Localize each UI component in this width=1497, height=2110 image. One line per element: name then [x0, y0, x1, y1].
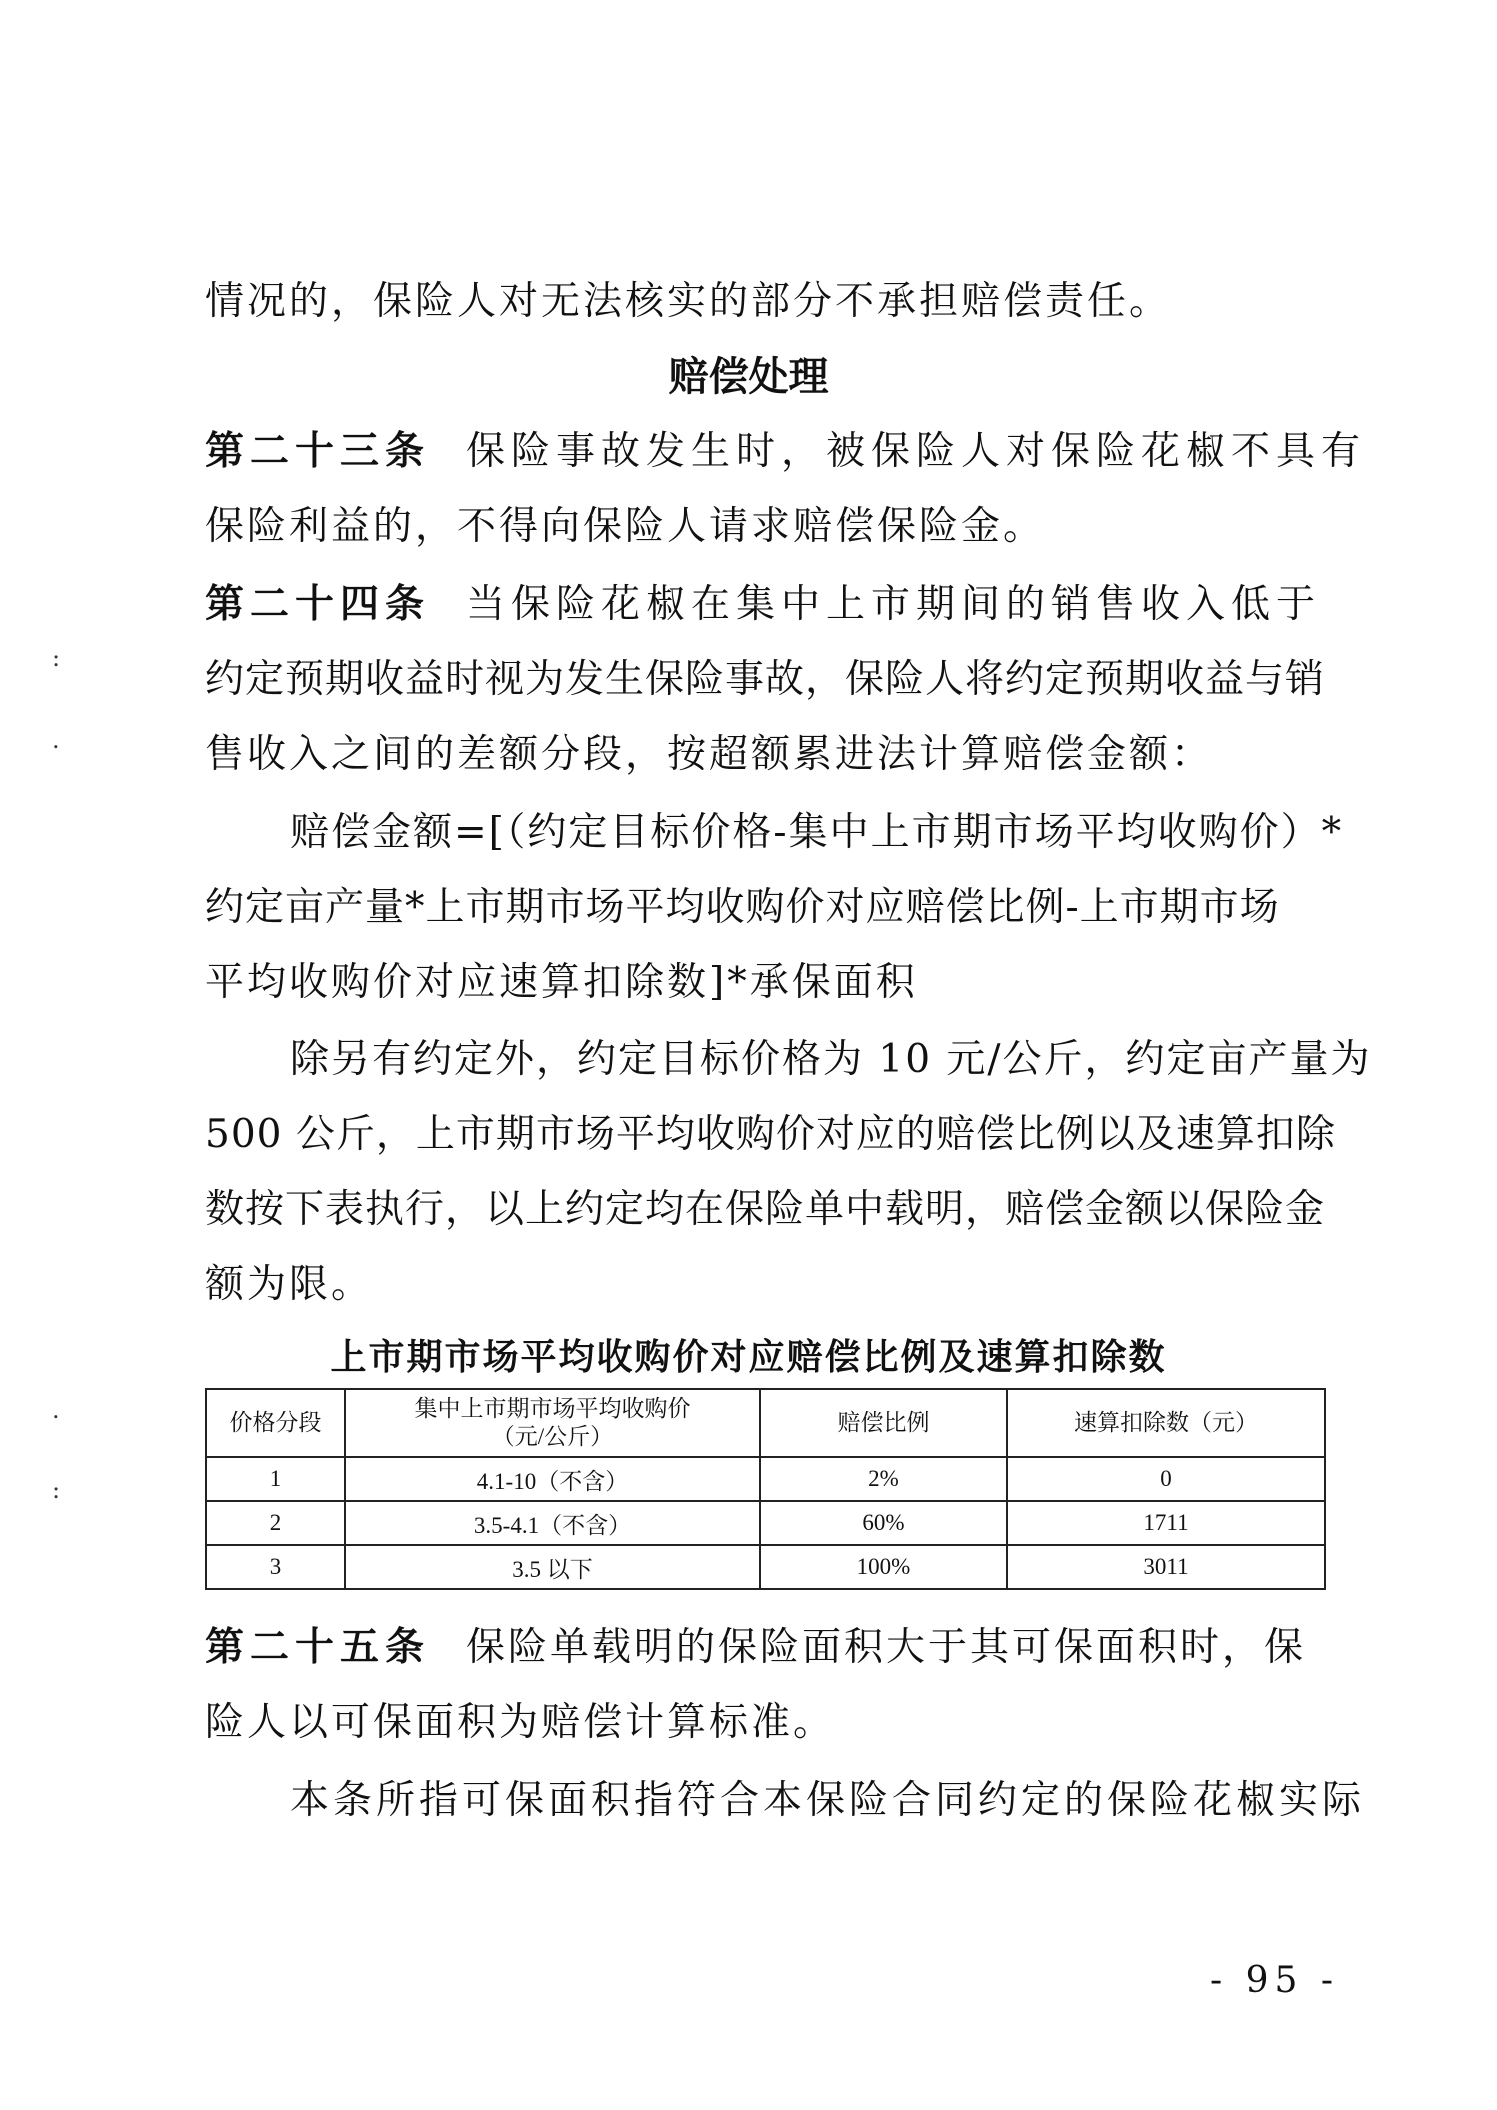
- binding-hole-mark: .: [52, 726, 60, 754]
- binding-hole-mark: .: [52, 1396, 60, 1424]
- text-line: 额为限。: [205, 1262, 374, 1307]
- formula-line: 约定亩产量*上市期市场平均收购价对应赔偿比例-上市期市场: [205, 885, 1280, 930]
- cell-deduction: 0: [1007, 1457, 1325, 1501]
- text-line: 500 公斤，上市期市场平均收购价对应的赔偿比例以及速算扣除: [205, 1112, 1336, 1157]
- table-row: [206, 1457, 1325, 1501]
- text-line: 险人以可保面积为赔偿计算标准。: [205, 1700, 836, 1745]
- article-24-text: 当保险花椒在集中上市期间的销售收入低于: [466, 582, 1322, 627]
- article-23-label: 第二十三条: [205, 429, 431, 474]
- page-number: - 95 -: [1210, 1960, 1340, 2001]
- header-price-line2: （元/公斤）: [491, 1424, 614, 1449]
- cell-deduction: 1711: [1007, 1501, 1325, 1545]
- text-line: 售收入之间的差额分段，按超额累进法计算赔偿金额：: [205, 732, 1214, 777]
- cell-ratio: 60%: [760, 1501, 1007, 1545]
- article-24-label: 第二十四条: [205, 582, 431, 627]
- text-line: 情况的，保险人对无法核实的部分不承担赔偿责任。: [205, 279, 1172, 324]
- table-row: [206, 1545, 1325, 1589]
- cell-ratio: 2%: [760, 1457, 1007, 1501]
- article-23-text: 保险事故发生时，被保险人对保险花椒不具有: [466, 429, 1367, 474]
- table-title: 上市期市场平均收购价对应赔偿比例及速算扣除数: [330, 1336, 1167, 1378]
- article-25-line: [205, 1623, 1325, 1673]
- text-line: 除另有约定外，约定目标价格为 10 元/公斤，约定亩产量为: [290, 1037, 1372, 1082]
- header-price: [345, 1389, 760, 1457]
- table-header-row: [206, 1389, 1325, 1457]
- binding-hole-mark: :: [52, 1476, 61, 1504]
- header-ratio: 赔偿比例: [760, 1389, 1007, 1457]
- text-line: 数按下表执行，以上约定均在保险单中载明，赔偿金额以保险金: [205, 1187, 1326, 1232]
- binding-hole-mark: :: [52, 644, 61, 672]
- header-price-line1: 集中上市期市场平均收购价: [414, 1396, 691, 1421]
- cell-segment: 3: [206, 1545, 345, 1589]
- formula-line: 赔偿金额=[（约定目标价格-集中上市期市场平均收购价）*: [290, 810, 1344, 855]
- header-segment: 价格分段: [206, 1389, 345, 1457]
- table-row: [206, 1501, 1325, 1545]
- text-line: 约定预期收益时视为发生保险事故，保险人将约定预期收益与销: [205, 657, 1326, 702]
- cell-price: 3.5 以下: [345, 1545, 760, 1589]
- cell-segment: 1: [206, 1457, 345, 1501]
- article-24-line: [205, 580, 1325, 630]
- cell-price: 3.5-4.1（不含）: [345, 1501, 760, 1545]
- article-25-text: 保险单载明的保险面积大于其可保面积时，保: [466, 1625, 1307, 1670]
- compensation-table: [205, 1388, 1326, 1590]
- section-heading: 赔偿处理: [668, 354, 829, 400]
- cell-ratio: 100%: [760, 1545, 1007, 1589]
- formula-line: 平均收购价对应速算扣除数]*承保面积: [205, 960, 918, 1005]
- article-23-line: [205, 427, 1367, 477]
- cell-segment: 2: [206, 1501, 345, 1545]
- cell-price: 4.1-10（不含）: [345, 1457, 760, 1501]
- text-line: 本条所指可保面积指符合本保险合同约定的保险花椒实际: [290, 1778, 1366, 1823]
- text-line: 保险利益的，不得向保险人请求赔偿保险金。: [205, 504, 1046, 549]
- article-25-label: 第二十五条: [205, 1625, 431, 1670]
- header-deduction: 速算扣除数（元）: [1007, 1389, 1325, 1457]
- cell-deduction: 3011: [1007, 1545, 1325, 1589]
